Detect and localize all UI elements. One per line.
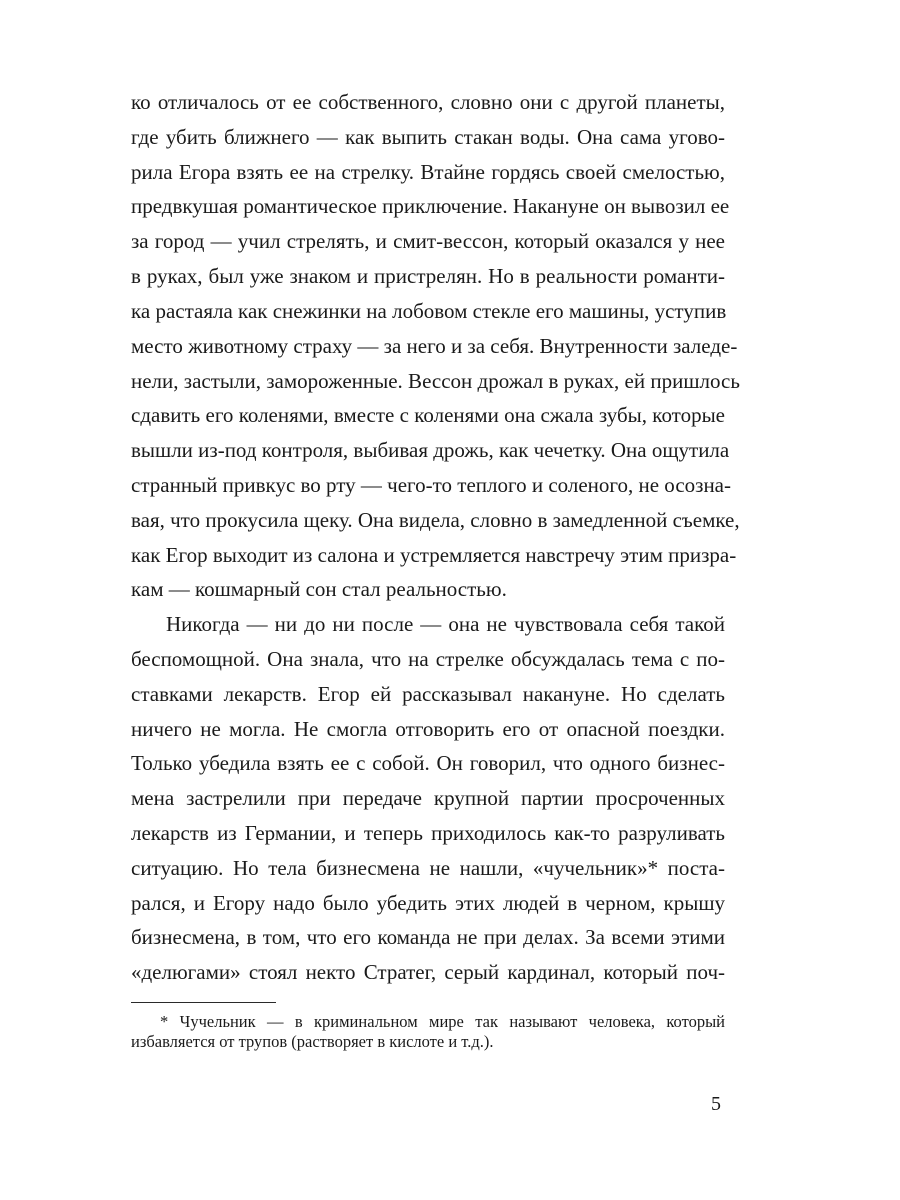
body-line: бизнесмена, в том, что его команда не при делах. За всеми этими: [131, 925, 725, 949]
body-line: ситуацию. Но тела бизнесмена не нашли, «чучельник»* поста-: [131, 856, 725, 880]
body-line: Никогда — ни до ни после — она не чувствовала себя такой: [166, 612, 725, 636]
body-line: Только убедила взять ее с собой. Он говорил, что одного бизнес-: [131, 751, 725, 775]
body-line: сдавить его коленями, вместе с коленями она сжала зубы, которые: [131, 403, 725, 427]
body-line: лекарств из Германии, и теперь приходилось как-то разруливать: [131, 821, 725, 845]
body-line: «делюгами» стоял некто Стратег, серый кардинал, который поч-: [131, 960, 725, 984]
body-line: рила Егора взять ее на стрелку. Втайне гордясь своей смелостью,: [131, 160, 725, 184]
body-line: ка растаяла как снежинки на лобовом стекле его машины, уступив: [131, 299, 727, 323]
body-line: как Егор выходит из салона и устремляется навстречу этим призра-: [131, 543, 737, 567]
footnote-line: * Чучельник — в криминальном мире так называют человека, который: [160, 1012, 725, 1031]
body-line: в руках, был уже знаком и пристрелян. Но в реальности романти-: [131, 264, 725, 288]
body-line: мена застрелили при передаче крупной партии просроченных: [131, 786, 725, 810]
footnote-line: избавляется от трупов (растворяет в кислоте и т.д.).: [131, 1032, 494, 1051]
body-line: ставками лекарств. Егор ей рассказывал накануне. Но сделать: [131, 682, 725, 706]
body-line: нели, застыли, замороженные. Вессон дрожал в руках, ей пришлось: [131, 369, 740, 393]
body-line: беспомощной. Она знала, что на стрелке обсуждалась тема с по-: [131, 647, 725, 671]
body-line: место животному страху — за него и за себя. Внутренности заледе-: [131, 334, 738, 358]
body-line: вышли из-под контроля, выбивая дрожь, как чечетку. Она ощутила: [131, 438, 730, 462]
footnote-divider: [131, 1002, 276, 1003]
body-line: вая, что прокусила щеку. Она видела, словно в замедленной съемке,: [131, 508, 740, 532]
page-number: 5: [711, 1093, 721, 1115]
body-line: за город — учил стрелять, и смит-вессон, который оказался у нее: [131, 229, 725, 253]
body-line: рался, и Егору надо было убедить этих людей в черном, крышу: [131, 891, 725, 915]
body-line: странный привкус во рту — чего-то теплого и соленого, не осозна-: [131, 473, 731, 497]
body-line: ничего не могла. Не смогла отговорить его от опасной поездки.: [131, 717, 725, 741]
body-line: предвкушая романтическое приключение. Накануне он вывозил ее: [131, 194, 730, 218]
body-line: кам — кошмарный сон стал реальностью.: [131, 577, 507, 601]
body-line: ко отличалось от ее собственного, словно они с другой планеты,: [131, 90, 725, 114]
body-line: где убить ближнего — как выпить стакан воды. Она сама угово-: [131, 125, 725, 149]
